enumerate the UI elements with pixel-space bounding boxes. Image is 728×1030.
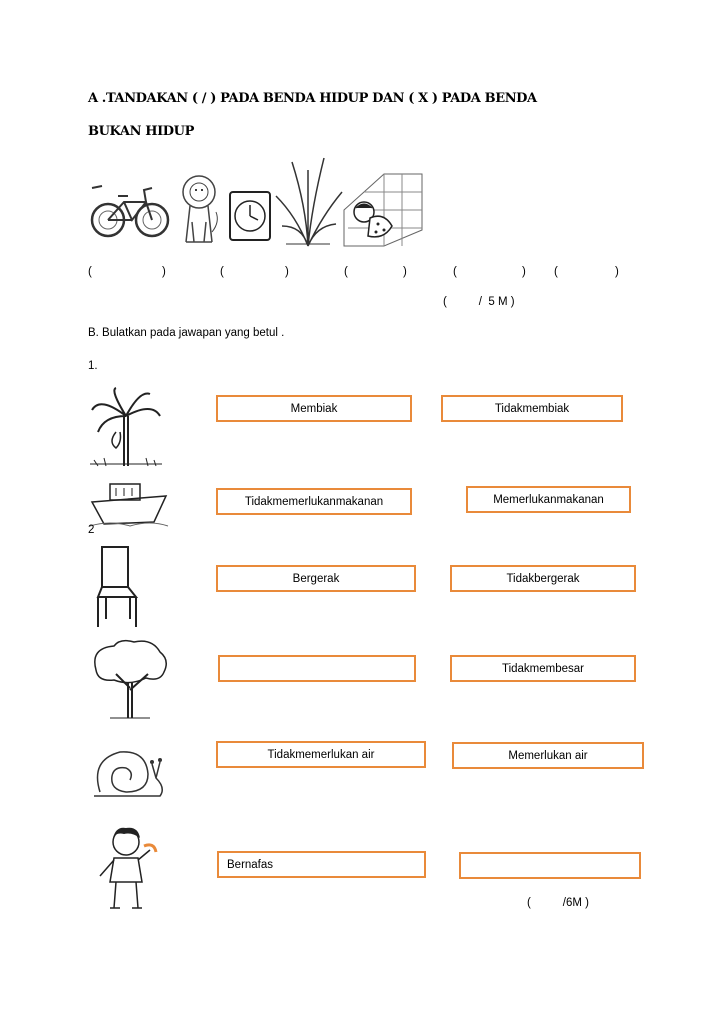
bracket-open-1[interactable]: ( [88,266,92,278]
bracket-close-2: ) [285,266,289,278]
bracket-close-1: ) [162,266,166,278]
bracket-close-4: ) [522,266,526,278]
section-a-score: ( / 5 M ) [443,296,515,308]
baby-icon [344,170,422,246]
option-box-3-left[interactable]: Bergerak [216,565,416,592]
option-box-2-left[interactable]: Tidakmemerlukanmakanan [216,488,412,515]
bracket-close-3: ) [403,266,407,278]
question-number-1: 1. [88,360,98,372]
plant-icon [272,156,344,248]
section-b-score: ( /6M ) [527,897,589,909]
option-box-1-left[interactable]: Membiak [216,395,412,422]
chair-icon [96,545,144,629]
tree-icon [90,638,170,720]
bicycle-icon [88,180,172,242]
section-b-heading: B. Bulatkan pada jawapan yang betul . [88,327,285,339]
boat-icon [90,480,168,526]
option-box-6-left[interactable]: Bernafas [217,851,426,878]
option-box-5-right[interactable]: Memerlukan air [452,742,644,769]
bracket-close-5: ) [615,266,619,278]
option-box-3-right[interactable]: Tidakbergerak [450,565,636,592]
option-box-5-left[interactable]: Tidakmemerlukan air [216,741,426,768]
option-box-4-right[interactable]: Tidakmembesar [450,655,636,682]
bracket-open-4[interactable]: ( [453,266,457,278]
bracket-open-3[interactable]: ( [344,266,348,278]
snail-icon [90,744,166,800]
clock-icon [228,188,272,244]
option-box-2-right[interactable]: Memerlukanmakanan [466,486,631,513]
section-a-heading: A .TANDAKAN ( / ) PADA BENDA HIDUP DAN ( X ) PADA BENDA [88,91,537,106]
option-box-6-right[interactable] [459,852,641,879]
option-box-1-right[interactable]: Tidakmembiak [441,395,623,422]
banana-tree-icon [90,386,162,468]
boy-icon [96,822,164,912]
option-box-4-left[interactable] [218,655,416,682]
bracket-open-5[interactable]: ( [554,266,558,278]
section-a-heading-line2: BUKAN HIDUP [88,124,194,139]
bracket-open-2[interactable]: ( [220,266,224,278]
question-number-2: 2 [88,524,95,536]
lion-icon [174,172,224,246]
